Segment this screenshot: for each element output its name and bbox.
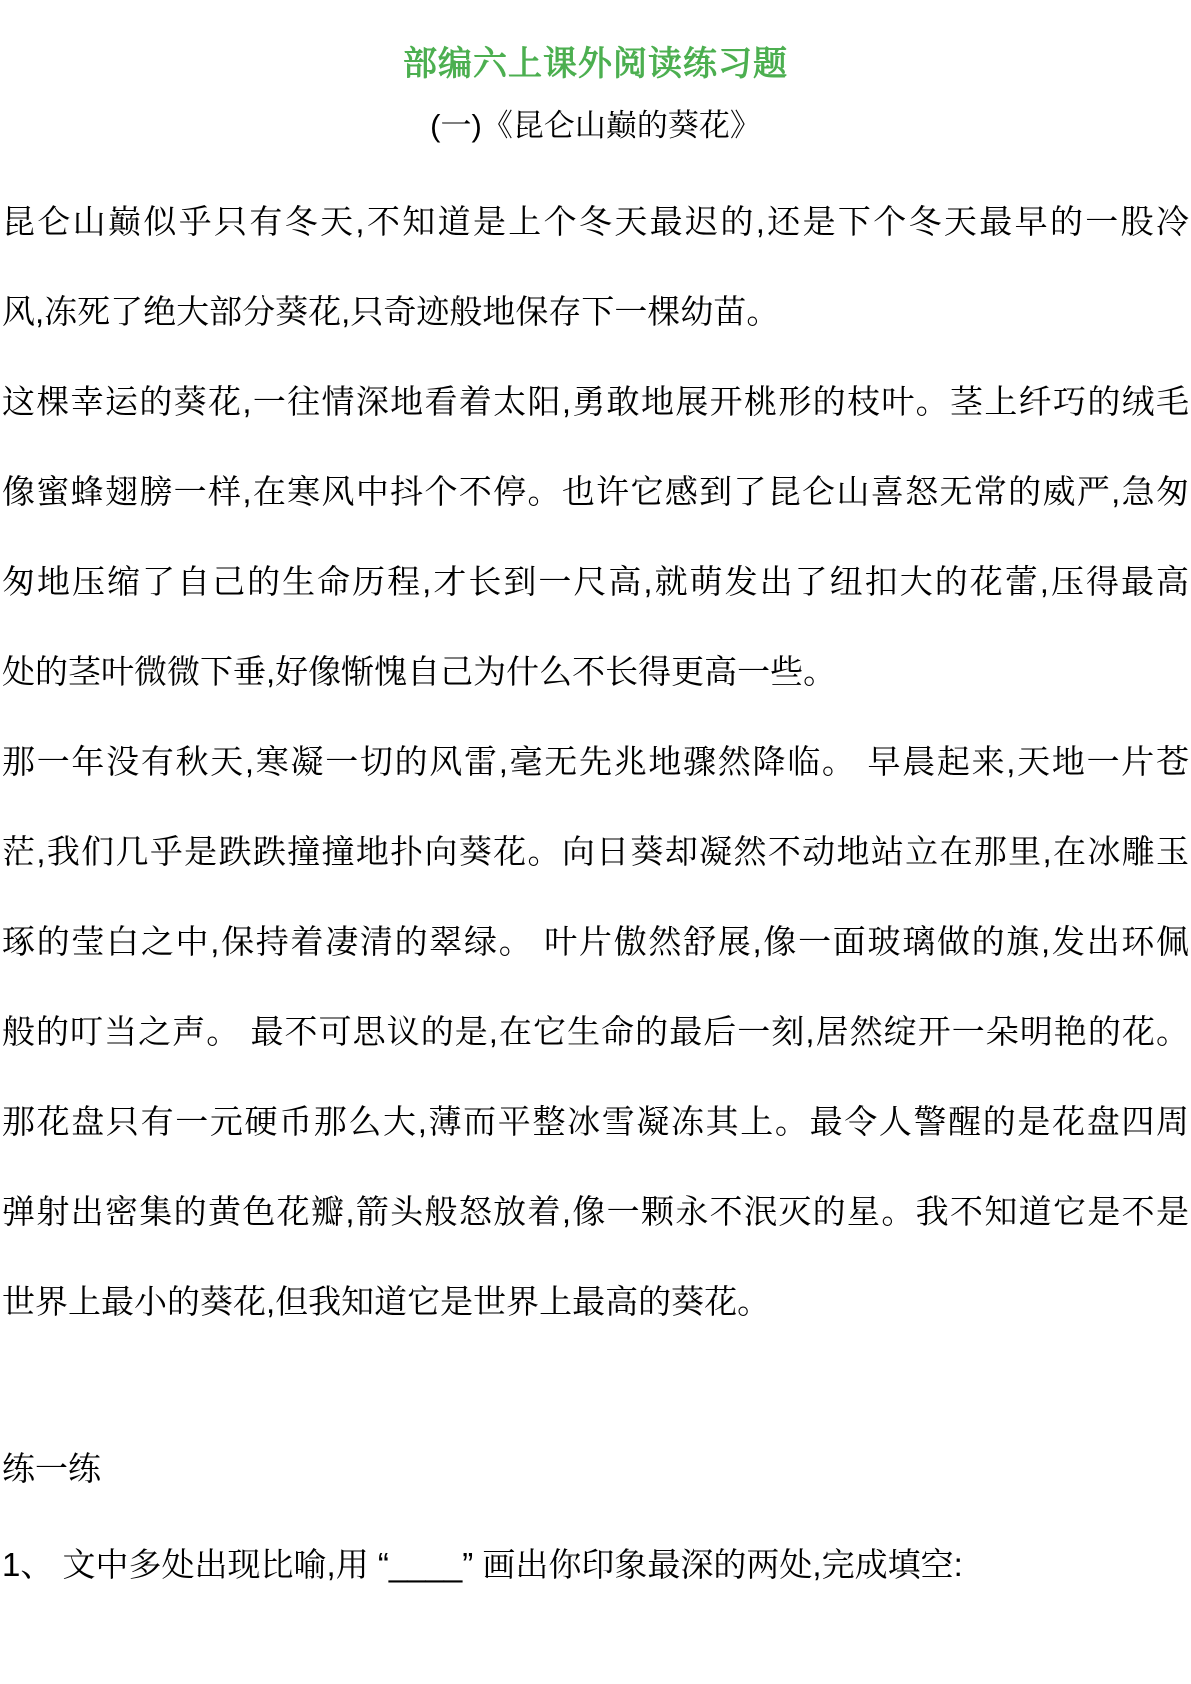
text-line: 匆地压缩了自己的生命历程,才长到一尺高,就萌发出了纽扣大的花蕾,压得最高 (2, 563, 1189, 601)
article-subtitle: (一)《昆仑山巅的葵花》 (430, 108, 761, 144)
text-line: 昆仑山巅似乎只有冬天,不知道是上个冬天最迟的,还是下个冬天最早的一股冷 (2, 203, 1189, 241)
text-line: 世界上最小的葵花,但我知道它是世界上最高的葵花。 (2, 1283, 771, 1321)
text-line: 那一年没有秋天,寒凝一切的风雷,毫无先兆地骤然降临。 早晨起来,天地一片苍 (2, 743, 1189, 781)
page-title: 部编六上课外阅读练习题 (403, 45, 788, 83)
paragraph-3 (0, 717, 1191, 1347)
question-1: 1、 文中多处出现比喻,用 “____” 画出你印象最深的两处,完成填空: (2, 1546, 963, 1584)
text-line: 这棵幸运的葵花,一往情深地看着太阳,勇敢地展开桃形的枝叶。茎上纤巧的绒毛 (2, 383, 1189, 421)
text-line: 风,冻死了绝大部分葵花,只奇迹般地保存下一棵幼苗。 (2, 293, 780, 331)
text-line: 那花盘只有一元硬币那么大,薄而平整冰雪凝冻其上。最令人警醒的是花盘四周 (2, 1103, 1189, 1141)
text-line: 处的茎叶微微下垂,好像惭愧自己为什么不长得更高一些。 (2, 653, 837, 691)
text-line: 弹射出密集的黄色花瓣,箭头般怒放着,像一颗永不泯灭的星。我不知道它是不是 (2, 1193, 1189, 1231)
text-line: 琢的莹白之中,保持着凄清的翠绿。 叶片傲然舒展,像一面玻璃做的旗,发出环佩 (2, 923, 1189, 961)
article-body (0, 177, 1191, 1347)
text-line: 茫,我们几乎是跌跌撞撞地扑向葵花。向日葵却凝然不动地站立在那里,在冰雕玉 (2, 833, 1189, 871)
text-line: 像蜜蜂翅膀一样,在寒风中抖个不停。也许它感到了昆仑山喜怒无常的威严,急匆 (2, 473, 1189, 511)
paragraph-1 (0, 177, 1191, 357)
paragraph-2 (0, 357, 1191, 717)
practice-section-label: 练一练 (2, 1450, 101, 1488)
text-line: 般的叮当之声。 最不可思议的是,在它生命的最后一刻,居然绽开一朵明艳的花。 (2, 1013, 1189, 1051)
